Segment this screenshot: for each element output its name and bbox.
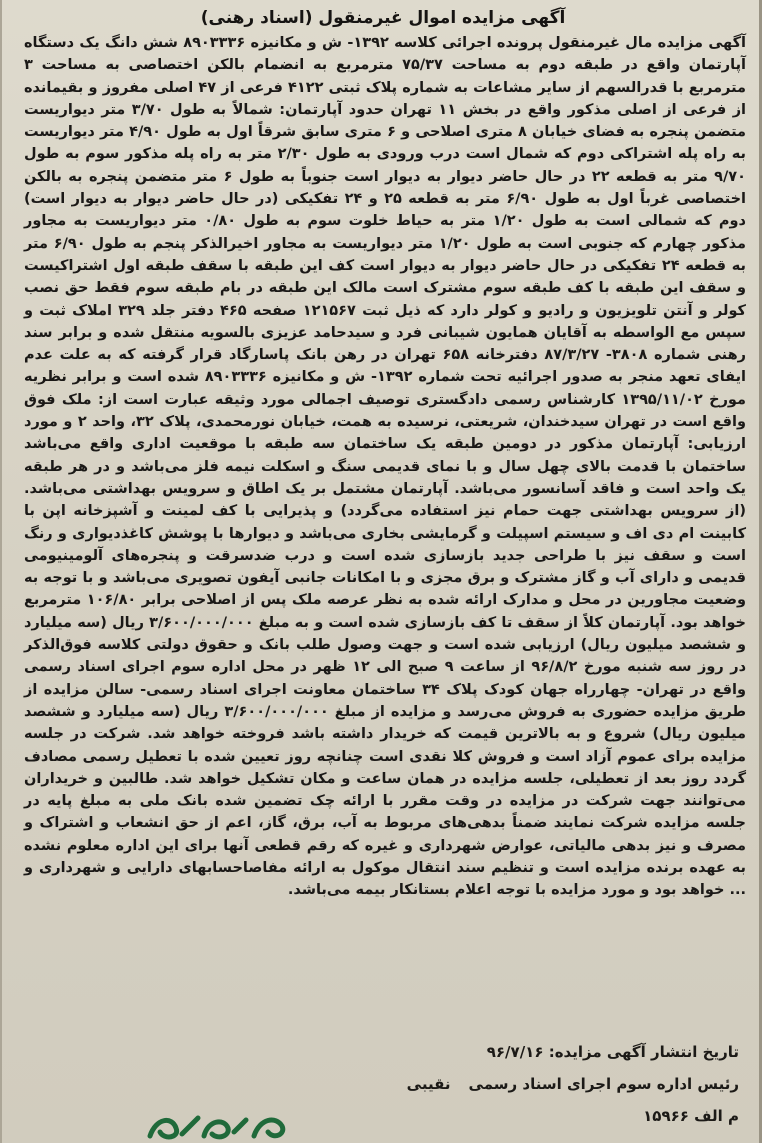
publish-date: تاریخ انتشار آگهی مزایده: ۹۶/۷/۱۶ bbox=[486, 1043, 739, 1061]
notice-title: آگهی مزایده اموال غیرمنقول (اسناد رهنی) bbox=[200, 8, 566, 28]
signature-name: نقیبی bbox=[406, 1075, 451, 1093]
signature-line bbox=[407, 1072, 739, 1096]
notice-code: م الف ۱۵۹۶۶ bbox=[643, 1107, 739, 1125]
signature-title: رئیس اداره سوم اجرای اسناد رسمی bbox=[468, 1075, 739, 1093]
notice-body: آگهی مزایده مال غیرمنقول پرونده اجرائی کلاسه ۱۳۹۲- ش و مکانیزه ۸۹۰۳۳۳۶ شش دانگ یک دستگاه آپارتمان واقع در طبقه دوم به مساحت ۷۵/۳۷ مترمربع به انضمام بالکن اختصاصی به مساحت ۳ مترمربع با قدرالسهم از سایر مشاعات به شماره پلاک ثبتی ۴۱۲۲ فرعی از ۴۷ اصلی مفروز و بقیمانده از فرعی از اصلی مذکور واقع در بخش ۱۱ تهران حدود آپارتمان: شمالاً به طول ۳/۷۰ متر دیواریست متضمن پنجره به فضای خیابان ۸ متری اصلاحی و ۶ متری سابق شرقاً اول به طول ۴/۹۰ متر دیواریست به راه پله اشتراکی دوم که شمال است درب ورودی به طول ۲/۳۰ متر به راه پله مذکور سوم به طول ۹/۷۰ متر به قطعه ۲۲ در حال حاضر دیوار به دیوار است جنوباً به طول ۶ متر متضمن پنجره به بالکن اختصاصی غرباً اول به طول ۶/۹۰ متر به قطعه ۲۵ و ۲۴ تفکیکی (در حال حاضر دیوار به دیوار است) دوم که شمالی است به طول ۱/۲۰ متر به حیاط خلوت سوم به طول ۰/۸۰ متر دیواریست به مجاور مذکور چهارم که جنوبی است به طول ۱/۲۰ متر دیواریست به مجاور اخیرالذکر پنجم به طول ۶/۹۰ متر به قطعه ۲۴ تفکیکی در حال حاضر دیوار به دیوار است کف این طبقه با سقف طبقه اول اشتراکیست و سقف این طبقه با کف طبقه سوم مشترک است مالک این طبقه در بام طبقه سوم فقط حق نصب کولر و آنتن تلویزیون و رادیو و کولر دارد که ذیل ثبت ۱۲۱۵۶۷ صفحه ۴۶۵ دفتر جلد ۳۲۹ املاک ثبت و سپس مع الواسطه به آقایان همایون شیبانی فرد و سیدحامد عزیزی بالسویه منتقل شده و برابر سند رهنی شماره ۳۸۰۸- ۸۷/۳/۲۷ دفترخانه ۶۵۸ تهران در رهن بانک پاسارگاد قرار گرفته که به علت عدم ایفای تعهد منجر به صدور اجرائیه تحت شماره ۱۳۹۲- ش و مکانیزه ۸۹۰۳۳۳۶ شده است و برابر نظریه مورخ ۱۳۹۵/۱۱/۰۲ کارشناس رسمی دادگستری توصیف اجمالی مورد وثیقه عبارت است از: ملک فوق واقع است در تهران سیدخندان، شریعتی، نرسیده به همت، خیابان نورمحمدی، پلاک ۳۲، واحد ۲ و مورد ارزیابی: آپارتمان مذکور در دومین طبقه یک ساختمان سه طبقه با موقعیت اداری واقع می‌باشد ساختمان با قدمت بالای چهل سال و با نمای قدیمی سنگ و اسکلت نیمه فلز می‌باشد و در هر طبقه یک واحد است و فاقد آسانسور می‌باشد. آپارتمان مشتمل بر یک اطاق و سرویس بهداشتی می‌باشد. (از سرویس بهداشتی جهت حمام نیز استفاده می‌گردد) و پذیرایی با کف لمینت و آشپزخانه اپن با کابینت ام دی اف و سیستم اسپیلت و گرمایشی بخاری می‌باشد و دیوارها با پوشش کاغذدیواری و رنگ است و سقف نیز با طراحی جدید بازسازی شده است و درب ضدسرقت و پنجره‌های آلومینیومی قدیمی و دارای آب و گاز مشترک و برق مجزی و با امکانات جانبی آیفون تصویری می‌باشد و با توجه به وضعیت مجاورین در محل و مدارک ارائه شده به نظر عرصه ملک پس از اصلاحی برابر ۱۰۶/۸۰ مترمربع خواهد بود. آپارتمان کلاً از سقف تا کف بازسازی شده است و به مبلغ ۳/۶۰۰/۰۰۰/۰۰۰ ریال (سه میلیارد و ششصد میلیون ریال) ارزیابی شده است و جهت وصول طلب بانک و حقوق دولتی کلاسه فوق‌الذکر در روز سه شنبه مورخ ۹۶/۸/۲ از ساعت ۹ صبح الی ۱۲ ظهر در محل اداره سوم اجرای اسناد رسمی واقع در تهران- چهارراه جهان کودک پلاک ۳۴ ساختمان معاونت اجرای اسناد رسمی- سالن مزایده از طریق مزایده حضوری به فروش می‌رسد و مزایده از مبلغ ۳/۶۰۰/۰۰۰/۰۰۰ ریال (سه میلیارد و ششصد میلیون ریال) شروع و به بالاترین قیمت که خریدار داشته باشد فروخته خواهد شد. شرکت در جلسه مزایده برای عموم آزاد است و فروش کلا نقدی است چنانچه روز تعیین شده با تعطیل رسمی مصادف گردد روز بعد از تعطیلی، جلسه مزایده در همان ساعت و مکان تشکیل خواهد شد. طالبین و خریداران می‌توانند جهت شرکت در مزایده در وقت مقرر با ارائه چک تضمین شده بانک ملی به مبلغ پایه در جلسه مزایده شرکت نمایند ضمناً بدهی‌های مربوط به آب، برق، گاز، اعم از حق انشعاب و اشتراک و مصرف و نیز بدهی مالیاتی، عوارض شهرداری و غیره که رقم قطعی آنها برای این اداره معلوم نشده به عهده برنده مزایده است و تنظیم سند انتقال موکول به ارائه مفاصاحسابهای دارایی و شهرداری و ... خواهد بود و مورد مزایده با توجه اعلام بستانکار بیمه می‌باشد. bbox=[24, 35, 747, 899]
handwritten-mark bbox=[142, 1098, 292, 1143]
